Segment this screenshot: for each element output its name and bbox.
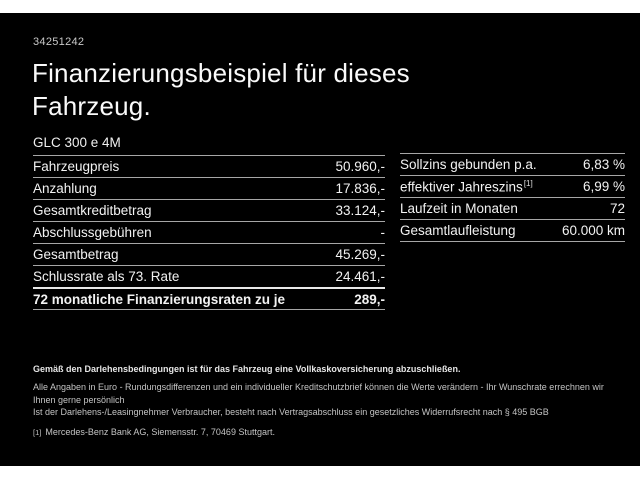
page-title: [32, 57, 410, 123]
row-value: 6,99 %: [582, 179, 625, 194]
row-label: Laufzeit in Monaten: [400, 201, 518, 216]
table-row: [33, 221, 385, 243]
row-label: 72 monatliche Finanzierungsraten zu je: [33, 291, 286, 307]
row-value: 6,83 %: [582, 157, 625, 172]
row-label: Gesamtbetrag: [33, 247, 119, 262]
footnote-ref-marker: [1]: [523, 178, 533, 188]
row-label: Schlussrate als 73. Rate: [33, 269, 180, 284]
row-value: 50.960,-: [335, 159, 385, 174]
table-row: [400, 175, 625, 197]
row-label-text: effektiver Jahreszins: [400, 179, 523, 195]
footnote-marker: [1]: [33, 427, 42, 437]
page-title-line2: Fahrzeug.: [32, 91, 151, 121]
reference-number: 34251242: [33, 36, 85, 48]
table-row: [33, 199, 385, 221]
row-value: 17.836,-: [335, 181, 385, 196]
row-value: 72: [609, 201, 625, 216]
row-value: 60.000 km: [561, 223, 625, 238]
table-row: [33, 243, 385, 265]
legal-footer: [33, 364, 625, 438]
row-label: Fahrzeugpreis: [33, 159, 120, 174]
row-label: Gesamtkreditbetrag: [33, 203, 152, 218]
row-label: [400, 179, 533, 195]
row-label: Sollzins gebunden p.a.: [400, 157, 537, 172]
row-value: -: [380, 225, 385, 240]
insurance-note: Gemäß den Darlehensbedingungen ist für das Fahrzeug eine Vollkaskoversicherung abzuschließen.: [33, 364, 461, 374]
letterbox-top: [0, 0, 640, 13]
table-row: [33, 177, 385, 199]
disclaimer-line2: Ist der Darlehens-/Leasingnehmer Verbraucher, besteht nach Vertragsabschluss ein gesetzliches Widerrufsrecht nach § 495 BGB: [33, 407, 549, 417]
table-row: [400, 219, 625, 241]
row-label: Abschlussgebühren: [33, 225, 152, 240]
letterbox-bottom: [0, 466, 640, 480]
conditions-table: [400, 153, 625, 242]
row-value: 33.124,-: [335, 203, 385, 218]
table-row-total: [33, 287, 385, 309]
disclaimer-line1: Alle Angaben in Euro - Rundungsdifferenzen und ein individueller Kreditschutzbrief können die Werte verändern - Ihr Wunschrate errechnen wir Ihnen gerne persönlich: [33, 382, 604, 405]
footnote-text: Mercedes-Benz Bank AG, Siemensstr. 7, 70469 Stuttgart.: [45, 426, 275, 437]
bank-footnote: [33, 427, 625, 438]
table-row: [400, 153, 625, 175]
page-title-line1: Finanzierungsbeispiel für dieses: [32, 58, 410, 88]
row-value: 24.461,-: [335, 269, 385, 284]
financing-table: [33, 155, 385, 310]
table-row: [33, 155, 385, 177]
row-value: 45.269,-: [335, 247, 385, 262]
table-row: [400, 197, 625, 219]
vehicle-model: GLC 300 e 4M: [33, 135, 121, 150]
row-value: 289,-: [354, 291, 385, 307]
table-row: [33, 265, 385, 287]
row-label: Gesamtlaufleistung: [400, 223, 516, 238]
row-label: Anzahlung: [33, 181, 97, 196]
